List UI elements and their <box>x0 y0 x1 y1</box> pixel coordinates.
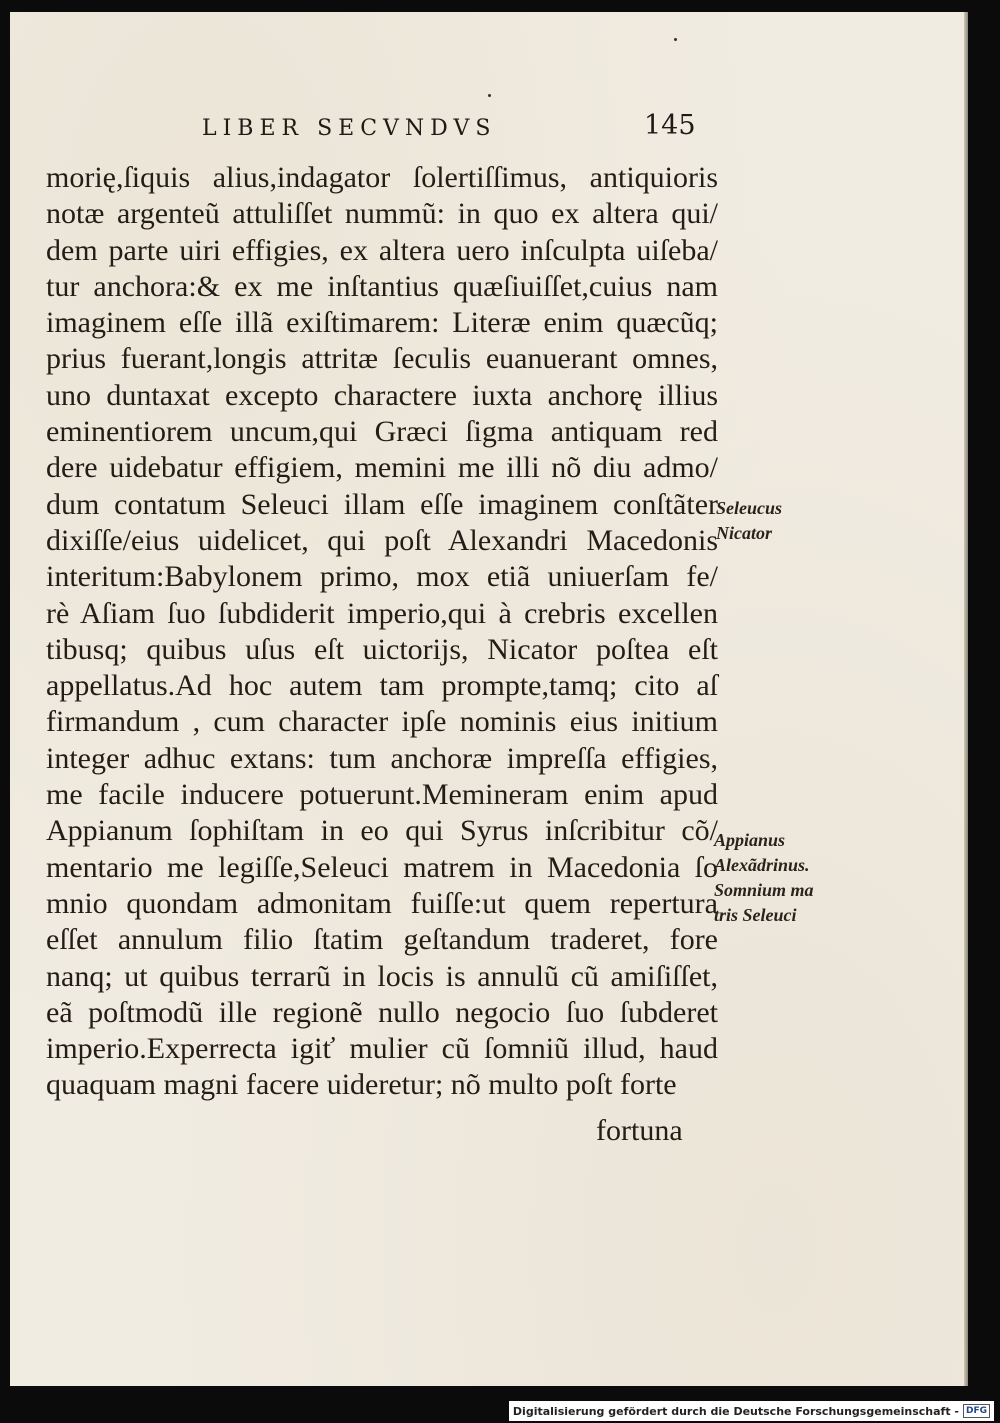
marginal-note-seleucus <box>716 496 782 546</box>
text-line: eminentiorem uncum,qui Græci ſigma antiquam red <box>46 415 718 449</box>
page-number: 145 <box>644 110 696 141</box>
digitization-footer <box>509 1401 994 1421</box>
text-line: mentario me legiſſe,Seleuci matrem in Macedonia ſo <box>46 850 718 884</box>
text-line: interitum:Babylonem primo, mox etiã uniuerſam fe/ <box>46 560 718 594</box>
text-line: quaquam magni facere uideretur; nõ multo poſt forte <box>46 1068 677 1102</box>
text-line: firmandum , cum character ipſe nominis eius initium <box>46 705 718 739</box>
marginal-line: Somnium ma <box>714 880 814 900</box>
paper-speck <box>674 38 677 41</box>
running-head: LIBER SECVNDVS <box>202 116 497 141</box>
text-line: nanq; ut quibus terrarũ in locis is annulũ cũ amiſiſſet, <box>46 959 718 993</box>
dfg-logo: DFG <box>963 1404 990 1418</box>
text-line: prius fuerant,longis attritæ ſeculis euanuerant omnes, <box>46 342 718 376</box>
text-line: tur anchora:& ex me inſtantius quæſiuiſſet,cuius nam <box>46 269 718 303</box>
text-line: imaginem eſſe illã exiſtimarem: Literæ enim quæcũq; <box>46 306 718 340</box>
marginal-line: Appianus <box>714 830 786 850</box>
paper-speck <box>488 94 491 97</box>
marginal-line: Seleucus <box>716 498 783 518</box>
book-page <box>10 12 968 1386</box>
text-line: imperio.Experrecta igiť mulier cũ ſomniũ illud, haud <box>46 1032 718 1066</box>
text-line: eã poſtmodũ ille regionẽ nullo negocio ſuo ſubderet <box>46 995 718 1029</box>
text-line: rè Aſiam ſuo ſubdiderit imperio,qui à crebris excellen <box>46 596 718 630</box>
text-line: mnio quondam admonitam fuiſſe:ut quem repertura <box>46 886 718 920</box>
text-line: notæ argenteũ attuliſſet nummũ: in quo ex altera qui/ <box>46 197 718 231</box>
text-line: dere uidebatur effigiem, memini me illi nõ diu admo/ <box>46 451 718 485</box>
body-text <box>46 160 718 1104</box>
catchword: fortuna <box>596 1114 683 1147</box>
text-line: Appianum ſophiſtam in eo qui Syrus inſcribitur cõ/ <box>46 814 718 848</box>
text-line: dixiſſe/eius uidelicet, qui poſt Alexandri Macedonis <box>46 523 718 557</box>
text-line: tibusq; quibus uſus eſt uictorijs, Nicator poſtea eſt <box>46 632 718 666</box>
text-line: me facile inducere potuerunt.Memineram enim apud <box>46 778 718 812</box>
marginal-note-appianus <box>714 828 814 928</box>
text-line: dem parte uiri effigies, ex altera uero inſculpta uiſeba/ <box>46 233 718 267</box>
marginal-line: Nicator <box>716 523 772 543</box>
text-line: eſſet annulum filio ſtatim geſtandum traderet, fore <box>46 923 718 957</box>
text-line: uno duntaxat excepto charactere iuxta anchorę illius <box>46 378 718 412</box>
text-line: morię,ſiquis alius,indagator ſolertiſſimus, antiquioris <box>46 161 718 194</box>
text-line: integer adhuc extans: tum anchoræ impreſſa effigies, <box>46 741 718 775</box>
marginal-line: tris Seleuci <box>714 905 797 925</box>
marginal-line: Alexãdrinus. <box>714 855 810 875</box>
text-line: appellatus.Ad hoc autem tam prompte,tamq; cito aſ <box>46 669 718 703</box>
text-line: dum contatum Seleuci illam eſſe imaginem conſtãter <box>46 487 718 521</box>
page-edge <box>964 12 968 1386</box>
footer-credit: Digitalisierung gefördert durch die Deutsche Forschungsgemeinschaft - <box>512 1404 959 1418</box>
